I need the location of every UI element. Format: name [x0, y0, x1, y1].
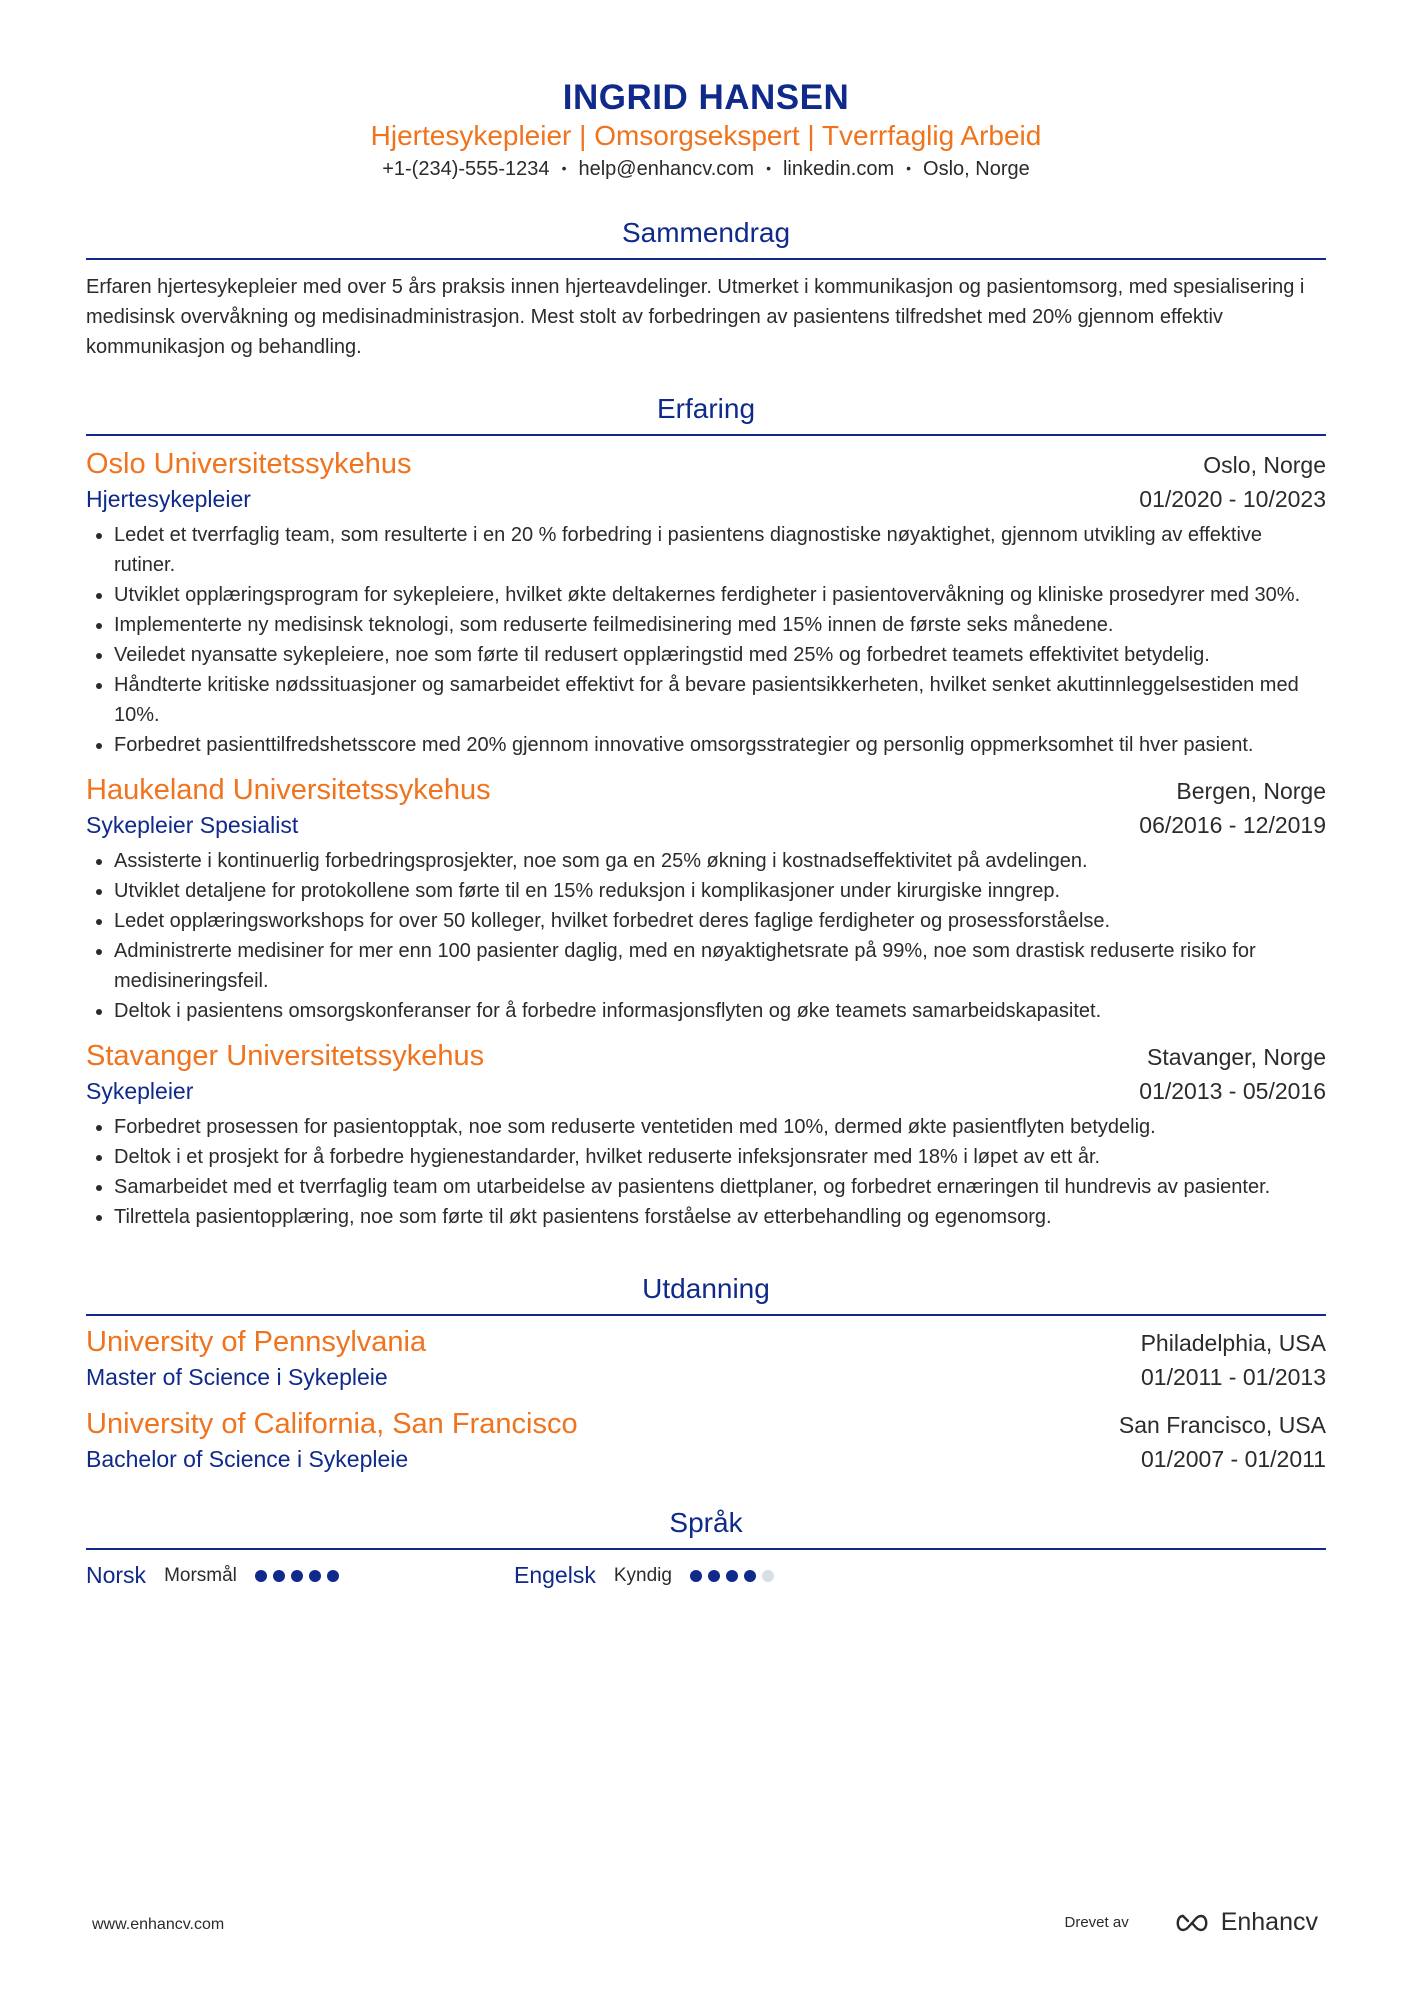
section-title: Sammendrag — [86, 216, 1326, 260]
job-dates: 01/2013 - 05/2016 — [1139, 1078, 1326, 1104]
languages-section — [86, 1506, 1326, 1589]
education-section — [86, 1272, 1326, 1476]
list-item: Utviklet detaljene for protokollene som førte til en 15% reduksjon i komplikasjoner under kirurgiske inngrep. — [86, 876, 1326, 906]
candidate-name: INGRID HANSEN — [562, 78, 850, 117]
rating-dot-filled — [690, 1570, 702, 1582]
rating-dot-filled — [291, 1570, 303, 1582]
job-bullets — [86, 846, 1326, 1026]
job-title: Sykepleier — [86, 1078, 194, 1104]
candidate-headline: Hjertesykepleier | Omsorgsekspert | Tverrfaglig Arbeid — [370, 120, 1042, 151]
enhancv-logo-icon — [1173, 1912, 1211, 1934]
summary-section — [86, 216, 1326, 362]
rating-dot-filled — [708, 1570, 720, 1582]
rating-dot-filled — [726, 1570, 738, 1582]
job-dates: 06/2016 - 12/2019 — [1139, 812, 1326, 838]
list-item: Administrerte medisiner for mer enn 100 pasienter daglig, med en nøyaktighetsrate på 99%, noe som drastisk reduserte risiko for medisineringsfeil. — [86, 936, 1326, 996]
rating-dot-filled — [327, 1570, 339, 1582]
powered-by-label: Drevet av — [1064, 1914, 1129, 1931]
degree-name: Bachelor of Science i Sykepleie — [86, 1446, 409, 1472]
contact-email[interactable]: help@enhancv.com — [578, 158, 755, 180]
rating-dot-filled — [744, 1570, 756, 1582]
rating-dot-filled — [255, 1570, 267, 1582]
brand-logo[interactable] — [1173, 1908, 1318, 1937]
summary-text: Erfaren hjertesykepleier med over 5 års praksis innen hjerteavdelinger. Utmerket i kommunikasjon og pasientomsorg, med spesialisering i medisinsk overvåkning og medisinadministrasjon. Mest stolt av forbedringen av pasientens tilfredshet med 20% gjennom effektiv kommunikasjon og behandling. — [86, 276, 1305, 358]
contact-linkedin[interactable]: linkedin.com — [782, 158, 895, 180]
footer-website[interactable]: www.enhancv.com — [92, 1916, 225, 1933]
job-entry — [86, 1038, 1326, 1232]
job-dates: 01/2020 - 10/2023 — [1139, 486, 1326, 512]
job-entry — [86, 772, 1326, 1026]
job-title: Sykepleier Spesialist — [86, 812, 299, 838]
list-item: Implementerte ny medisinsk teknologi, som reduserte feilmedisinering med 15% innen de første seks månedene. — [86, 610, 1326, 640]
education-entry — [86, 1406, 1326, 1476]
rating-dot-empty — [762, 1570, 774, 1582]
section-title: Språk — [86, 1506, 1326, 1550]
job-bullets — [86, 520, 1326, 760]
education-dates: 01/2011 - 01/2013 — [1140, 1364, 1326, 1390]
job-employer: Stavanger Universitetssykehus — [86, 1040, 485, 1072]
resume-page — [86, 0, 1326, 1589]
education-dates: 01/2007 - 01/2011 — [1140, 1446, 1326, 1472]
job-location: Oslo, Norge — [1203, 452, 1326, 478]
list-item: Forbedret pasienttilfredshetsscore med 20% gjennom innovative omsorgsstrategier og personlig oppmerksomhet til hver pasient. — [86, 730, 1326, 760]
education-entry — [86, 1324, 1326, 1394]
list-item: Håndterte kritiske nødssituasjoner og samarbeidet effektivt for å bevare pasientsikkerheten, hvilket senket akuttinnleggelsestiden med 10%. — [86, 670, 1326, 730]
language-name: Engelsk — [514, 1562, 596, 1588]
list-item: Forbedret prosessen for pasientopptak, noe som reduserte ventetiden med 10%, dermed økte pasientflyten betydelig. — [86, 1112, 1326, 1142]
job-location: Stavanger, Norge — [1146, 1044, 1326, 1070]
degree-name: Master of Science i Sykepleie — [86, 1364, 388, 1390]
language-rating — [255, 1570, 345, 1582]
list-item: Assisterte i kontinuerlig forbedringsprosjekter, noe som ga en 25% økning i kostnadseffektivitet på avdelingen. — [86, 846, 1326, 876]
school-name: University of Pennsylvania — [86, 1326, 427, 1358]
job-employer: Haukeland Universitetssykehus — [86, 774, 491, 806]
list-item: Deltok i pasientens omsorgskonferanser for å forbedre informasjonsflyten og øke teamets samarbeidskapasitet. — [86, 996, 1326, 1026]
list-item: Ledet et tverrfaglig team, som resulterte i en 20 % forbedring i pasientens diagnostiske nøyaktighet, gjennom utvikling av effektive rutiner. — [86, 520, 1326, 580]
contact-phone[interactable]: +1-(234)-555-1234 — [382, 158, 550, 180]
list-item: Utviklet opplæringsprogram for sykepleiere, hvilket økte deltakernes ferdigheter i pasientovervåkning og kliniske prosedyrer med 30%. — [86, 580, 1326, 610]
language-list — [86, 1562, 1326, 1589]
bullet-separator: • — [561, 160, 567, 176]
bullet-separator: • — [766, 160, 771, 176]
language-item — [514, 1562, 780, 1589]
language-rating — [690, 1570, 780, 1582]
school-name: University of California, San Francisco — [86, 1408, 578, 1440]
school-location: Philadelphia, USA — [1140, 1330, 1326, 1356]
page-footer — [92, 1908, 1318, 1948]
contact-location: Oslo, Norge — [923, 158, 1030, 180]
experience-section — [86, 392, 1326, 1232]
contact-line — [86, 155, 1326, 182]
rating-dot-filled — [309, 1570, 321, 1582]
section-title: Utdanning — [86, 1272, 1326, 1316]
language-name: Norsk — [86, 1562, 147, 1588]
job-bullets — [86, 1112, 1326, 1232]
list-item: Deltok i et prosjekt for å forbedre hygienestandarder, hvilket reduserte infeksjonsrater med 18% i løpet av ett år. — [86, 1142, 1326, 1172]
job-entry — [86, 446, 1326, 760]
job-location: Bergen, Norge — [1176, 778, 1326, 804]
language-level: Morsmål — [164, 1564, 237, 1586]
bullet-separator: • — [906, 160, 912, 176]
school-location: San Francisco, USA — [1118, 1412, 1326, 1438]
list-item: Tilrettela pasientopplæring, noe som førte til økt pasientens forståelse av etterbehandling og egenomsorg. — [86, 1202, 1326, 1232]
rating-dot-filled — [273, 1570, 285, 1582]
list-item: Ledet opplæringsworkshops for over 50 kolleger, hvilket forbedret deres faglige ferdigheter og prosessforståelse. — [86, 906, 1326, 936]
job-employer: Oslo Universitetssykehus — [86, 448, 412, 480]
language-item — [86, 1562, 514, 1589]
list-item: Veiledet nyansatte sykepleiere, noe som førte til redusert opplæringstid med 25% og forbedret teamets effektivitet betydelig. — [86, 640, 1326, 670]
brand-name: Enhancv — [1220, 1908, 1318, 1936]
language-level: Kyndig — [613, 1564, 672, 1586]
section-title: Erfaring — [86, 392, 1326, 436]
footer-branding — [1065, 1908, 1319, 1937]
job-title: Hjertesykepleier — [86, 486, 251, 512]
list-item: Samarbeidet med et tverrfaglig team om utarbeidelse av pasientens diettplaner, og forbedret ernæringen til hundrevis av pasienter. — [86, 1172, 1326, 1202]
